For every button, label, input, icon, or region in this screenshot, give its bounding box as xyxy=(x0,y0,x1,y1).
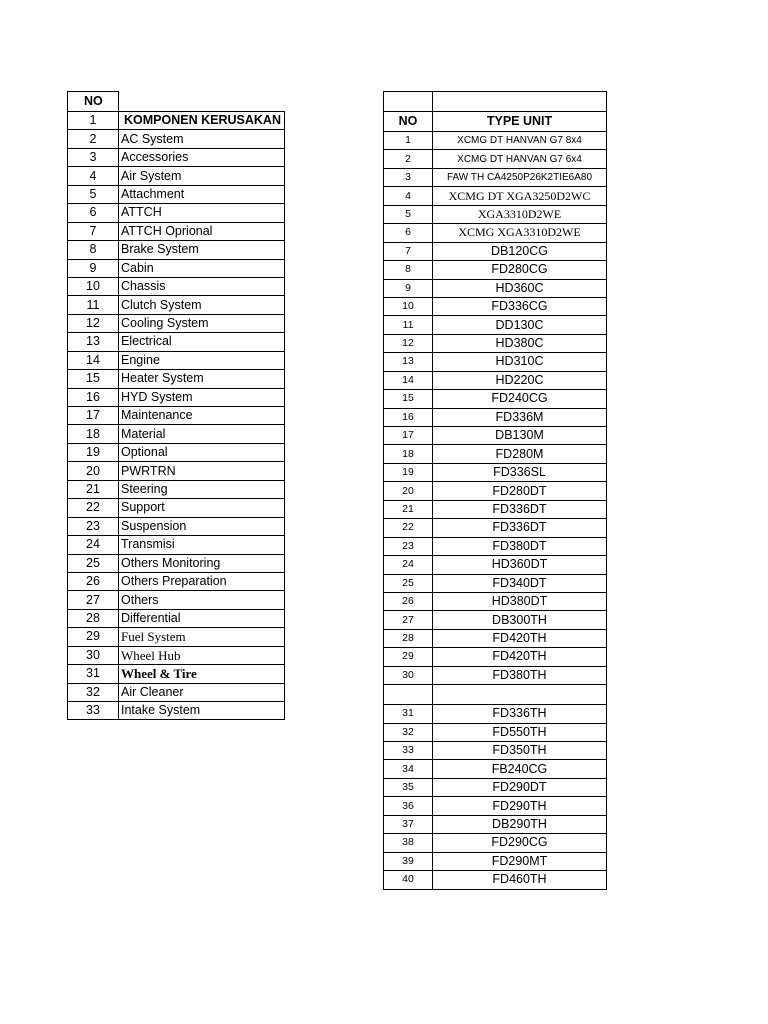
row-number: 23 xyxy=(384,537,433,555)
table-row xyxy=(384,371,607,389)
component-name: Attachment xyxy=(119,185,285,203)
row-number: 6 xyxy=(384,224,433,242)
row-number: 12 xyxy=(68,314,119,332)
table-row xyxy=(68,517,285,535)
row-number: 10 xyxy=(68,277,119,295)
table-row xyxy=(68,554,285,572)
table-row xyxy=(384,279,607,297)
blank-cell xyxy=(384,685,433,705)
type-unit: FD380TH xyxy=(433,666,607,684)
row-number: 40 xyxy=(384,871,433,889)
row-number: 17 xyxy=(68,407,119,425)
component-name: Fuel System xyxy=(119,628,285,646)
table-row xyxy=(384,778,607,796)
blank-cell xyxy=(384,92,433,112)
component-name: Heater System xyxy=(119,370,285,388)
type-unit: FD350TH xyxy=(433,742,607,760)
table-row xyxy=(384,316,607,334)
table-row xyxy=(384,871,607,889)
row-number: 23 xyxy=(68,517,119,535)
component-name: Chassis xyxy=(119,277,285,295)
table-row xyxy=(384,132,607,150)
type-unit: FD290MT xyxy=(433,852,607,870)
row-number: 24 xyxy=(384,556,433,574)
table-row xyxy=(384,334,607,352)
row-number: 33 xyxy=(384,742,433,760)
table-row xyxy=(68,499,285,517)
row-number: 30 xyxy=(68,646,119,664)
row-number: 7 xyxy=(384,242,433,260)
row-number: 2 xyxy=(68,130,119,148)
type-unit: FD240CG xyxy=(433,390,607,408)
table-row xyxy=(68,591,285,609)
row-number: 39 xyxy=(384,852,433,870)
row-number: 10 xyxy=(384,297,433,315)
row-number: 15 xyxy=(68,370,119,388)
row-number: 17 xyxy=(384,427,433,445)
table-row xyxy=(384,834,607,852)
type-unit: FD550TH xyxy=(433,723,607,741)
row-number: 27 xyxy=(68,591,119,609)
table-row xyxy=(68,480,285,498)
type-unit: HD360C xyxy=(433,279,607,297)
component-name: Cooling System xyxy=(119,314,285,332)
row-number: 27 xyxy=(384,611,433,629)
type-unit: HD220C xyxy=(433,371,607,389)
row-number: 25 xyxy=(68,554,119,572)
row-number: 26 xyxy=(68,572,119,590)
table-blank-row xyxy=(384,685,607,705)
component-name: Wheel & Tire xyxy=(119,665,285,683)
row-number: 2 xyxy=(384,150,433,168)
component-name: Air System xyxy=(119,167,285,185)
table-row xyxy=(68,241,285,259)
table-row xyxy=(384,629,607,647)
component-name: Support xyxy=(119,499,285,517)
table-row xyxy=(68,259,285,277)
table-row xyxy=(384,760,607,778)
component-name: AC System xyxy=(119,130,285,148)
row-number: 4 xyxy=(384,187,433,205)
type-unit: FD340DT xyxy=(433,574,607,592)
table-row xyxy=(68,462,285,480)
component-name: Cabin xyxy=(119,259,285,277)
type-unit: FB240CG xyxy=(433,760,607,778)
type-unit: FD280DT xyxy=(433,482,607,500)
table-row xyxy=(68,388,285,406)
row-number: 19 xyxy=(384,463,433,481)
component-name: Others Preparation xyxy=(119,572,285,590)
table-row xyxy=(384,592,607,610)
type-unit: XCMG DT HANVAN G7 8x4 xyxy=(433,132,607,150)
type-unit: FD280M xyxy=(433,445,607,463)
component-name: Maintenance xyxy=(119,407,285,425)
row-number: 29 xyxy=(384,648,433,666)
table-row xyxy=(384,427,607,445)
table-row xyxy=(384,168,607,186)
table-column-header-row xyxy=(384,112,607,132)
table-row xyxy=(384,797,607,815)
row-number: 31 xyxy=(384,705,433,723)
type-unit: FD290TH xyxy=(433,797,607,815)
row-number: 31 xyxy=(68,665,119,683)
column-header-component: KOMPONEN KERUSAKAN xyxy=(119,112,285,130)
table-row xyxy=(384,815,607,833)
table-row xyxy=(68,204,285,222)
component-name: Engine xyxy=(119,351,285,369)
component-name: Material xyxy=(119,425,285,443)
table-row xyxy=(384,537,607,555)
row-number: 29 xyxy=(68,628,119,646)
type-unit: DB300TH xyxy=(433,611,607,629)
column-header-no: 1 xyxy=(68,112,119,130)
table-row xyxy=(384,519,607,537)
type-unit: FD336DT xyxy=(433,519,607,537)
header-blank-cell xyxy=(119,92,285,112)
row-number: 22 xyxy=(68,499,119,517)
row-number: 14 xyxy=(384,371,433,389)
component-name: Steering xyxy=(119,480,285,498)
table-row xyxy=(68,609,285,627)
table-row xyxy=(384,187,607,205)
row-number: 19 xyxy=(68,443,119,461)
table-row xyxy=(68,296,285,314)
row-number: 15 xyxy=(384,390,433,408)
component-name: Others xyxy=(119,591,285,609)
table-row xyxy=(384,445,607,463)
row-number: 18 xyxy=(68,425,119,443)
row-number: 7 xyxy=(68,222,119,240)
component-name: Air Cleaner xyxy=(119,683,285,701)
table-row xyxy=(384,408,607,426)
row-number: 9 xyxy=(384,279,433,297)
table-row xyxy=(384,463,607,481)
table-blank-row xyxy=(384,92,607,112)
type-unit: FD336M xyxy=(433,408,607,426)
column-header-type-unit: TYPE UNIT xyxy=(433,112,607,132)
unit-type-table xyxy=(383,91,607,890)
component-name: ATTCH Oprional xyxy=(119,222,285,240)
table-row xyxy=(384,297,607,315)
table-row xyxy=(68,148,285,166)
table-row xyxy=(68,370,285,388)
row-number: 36 xyxy=(384,797,433,815)
table-column-header-row xyxy=(68,112,285,130)
type-unit: XCMG DT XGA3250D2WC xyxy=(433,187,607,205)
type-unit: HD310C xyxy=(433,353,607,371)
component-name: Brake System xyxy=(119,241,285,259)
table-row xyxy=(68,351,285,369)
type-unit: FAW TH CA4250P26K2TIE6A80 xyxy=(433,168,607,186)
row-number: 16 xyxy=(68,388,119,406)
table-row xyxy=(68,407,285,425)
row-number: 5 xyxy=(68,185,119,203)
type-unit: DD130C xyxy=(433,316,607,334)
component-name: Wheel Hub xyxy=(119,646,285,664)
type-unit: FD420TH xyxy=(433,629,607,647)
row-number: 8 xyxy=(384,261,433,279)
row-number: 22 xyxy=(384,519,433,537)
row-number: 3 xyxy=(68,148,119,166)
type-unit: FD380DT xyxy=(433,537,607,555)
table-row xyxy=(68,572,285,590)
table-row xyxy=(384,556,607,574)
blank-cell xyxy=(433,685,607,705)
row-number: 30 xyxy=(384,666,433,684)
table-row xyxy=(68,314,285,332)
table-row xyxy=(384,150,607,168)
header-no-cell: NO xyxy=(68,92,119,112)
table-row xyxy=(68,222,285,240)
row-number: 16 xyxy=(384,408,433,426)
table-row xyxy=(384,242,607,260)
row-number: 9 xyxy=(68,259,119,277)
row-number: 3 xyxy=(384,168,433,186)
row-number: 12 xyxy=(384,334,433,352)
row-number: 13 xyxy=(384,353,433,371)
table-row xyxy=(68,628,285,646)
table-row xyxy=(384,500,607,518)
table-row xyxy=(384,574,607,592)
row-number: 20 xyxy=(384,482,433,500)
row-number: 32 xyxy=(68,683,119,701)
component-name: Transmisi xyxy=(119,536,285,554)
type-unit: FD336CG xyxy=(433,297,607,315)
table-row xyxy=(384,723,607,741)
row-number: 11 xyxy=(68,296,119,314)
component-name: Intake System xyxy=(119,702,285,720)
row-number: 1 xyxy=(384,132,433,150)
table-row xyxy=(384,666,607,684)
type-unit: FD420TH xyxy=(433,648,607,666)
table-row xyxy=(68,130,285,148)
row-number: 18 xyxy=(384,445,433,463)
component-name: Clutch System xyxy=(119,296,285,314)
row-number: 4 xyxy=(68,167,119,185)
component-name: PWRTRN xyxy=(119,462,285,480)
type-unit: XGA3310D2WE xyxy=(433,205,607,223)
row-number: 11 xyxy=(384,316,433,334)
type-unit: XCMG XGA3310D2WE xyxy=(433,224,607,242)
row-number: 20 xyxy=(68,462,119,480)
row-number: 32 xyxy=(384,723,433,741)
component-name: Others Monitoring xyxy=(119,554,285,572)
type-unit: FD280CG xyxy=(433,261,607,279)
table-row xyxy=(384,852,607,870)
row-number: 25 xyxy=(384,574,433,592)
component-name: HYD System xyxy=(119,388,285,406)
blank-cell xyxy=(433,92,607,112)
row-number: 24 xyxy=(68,536,119,554)
type-unit: FD336DT xyxy=(433,500,607,518)
table-row xyxy=(68,443,285,461)
row-number: 6 xyxy=(68,204,119,222)
row-number: 14 xyxy=(68,351,119,369)
type-unit: HD380C xyxy=(433,334,607,352)
component-name: ATTCH xyxy=(119,204,285,222)
table-row xyxy=(68,425,285,443)
table-row xyxy=(384,611,607,629)
type-unit: FD336SL xyxy=(433,463,607,481)
table-row xyxy=(384,648,607,666)
table-row xyxy=(384,705,607,723)
component-damage-table xyxy=(67,91,285,720)
row-number: 13 xyxy=(68,333,119,351)
type-unit: FD460TH xyxy=(433,871,607,889)
table-row xyxy=(68,277,285,295)
table-row xyxy=(384,742,607,760)
row-number: 33 xyxy=(68,702,119,720)
table-row xyxy=(68,646,285,664)
row-number: 21 xyxy=(384,500,433,518)
row-number: 5 xyxy=(384,205,433,223)
type-unit: DB130M xyxy=(433,427,607,445)
type-unit: DB120CG xyxy=(433,242,607,260)
row-number: 28 xyxy=(68,609,119,627)
table-row xyxy=(68,536,285,554)
row-number: 8 xyxy=(68,241,119,259)
row-number: 21 xyxy=(68,480,119,498)
component-name: Suspension xyxy=(119,517,285,535)
type-unit: DB290TH xyxy=(433,815,607,833)
component-name: Accessories xyxy=(119,148,285,166)
row-number: 28 xyxy=(384,629,433,647)
table-row xyxy=(384,261,607,279)
component-name: Electrical xyxy=(119,333,285,351)
row-number: 38 xyxy=(384,834,433,852)
type-unit: FD336TH xyxy=(433,705,607,723)
table-row xyxy=(384,390,607,408)
table-row xyxy=(384,353,607,371)
type-unit: HD360DT xyxy=(433,556,607,574)
table-row xyxy=(68,167,285,185)
type-unit: XCMG DT HANVAN G7 6x4 xyxy=(433,150,607,168)
type-unit: FD290CG xyxy=(433,834,607,852)
type-unit: HD380DT xyxy=(433,592,607,610)
table-row xyxy=(384,482,607,500)
component-name: Differential xyxy=(119,609,285,627)
row-number: 35 xyxy=(384,778,433,796)
table-header-row xyxy=(68,92,285,112)
table-row xyxy=(68,665,285,683)
type-unit: FD290DT xyxy=(433,778,607,796)
row-number: 34 xyxy=(384,760,433,778)
table-row xyxy=(68,683,285,701)
table-row xyxy=(384,205,607,223)
table-row xyxy=(68,333,285,351)
row-number: 37 xyxy=(384,815,433,833)
table-row xyxy=(384,224,607,242)
table-row xyxy=(68,702,285,720)
row-number: 26 xyxy=(384,592,433,610)
table-row xyxy=(68,185,285,203)
column-header-no: NO xyxy=(384,112,433,132)
component-name: Optional xyxy=(119,443,285,461)
